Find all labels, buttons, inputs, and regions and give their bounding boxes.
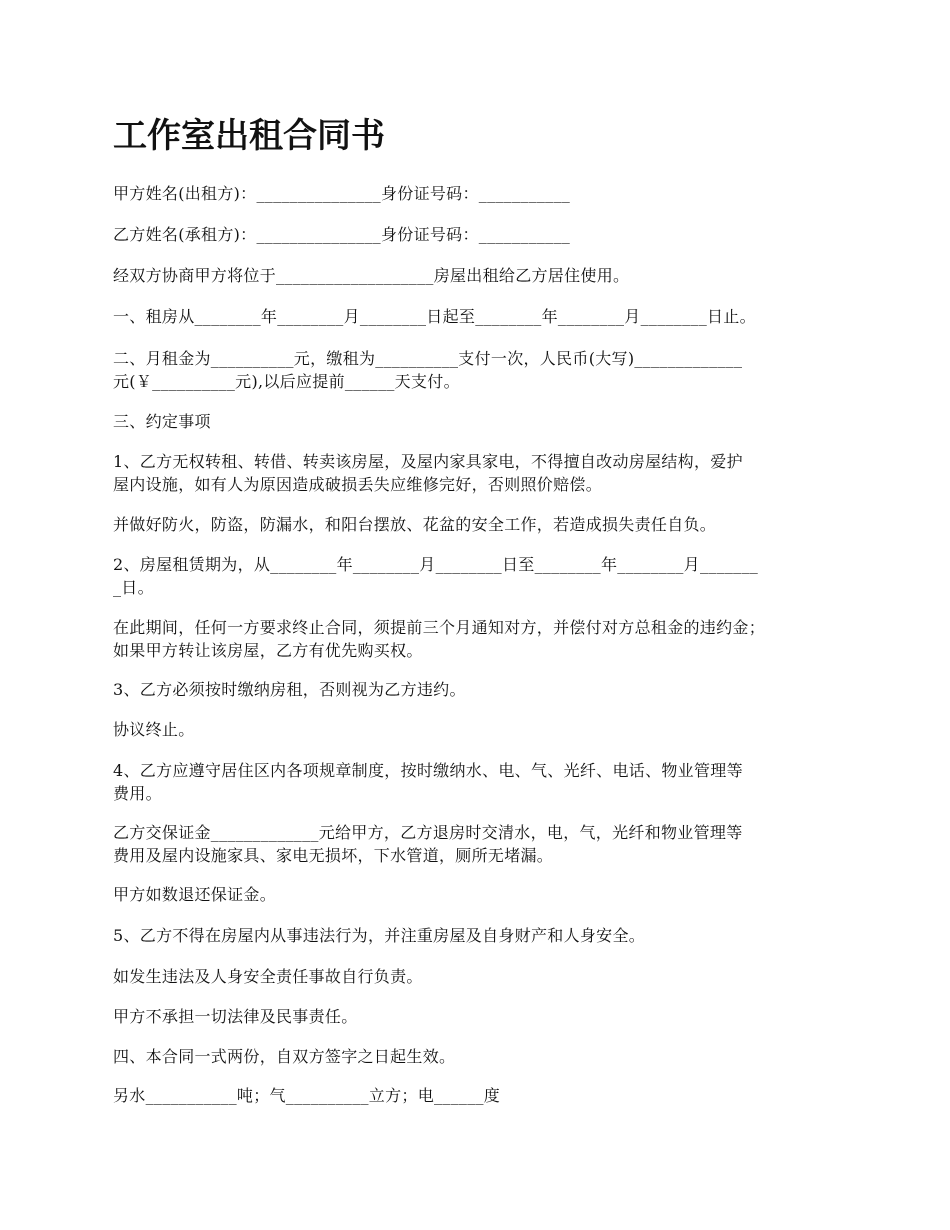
- paragraph-line: 在此期间，任何一方要求终止合同，须提前三个月通知对方，并偿付对方总租金的违约金；: [113, 618, 766, 637]
- party-a-line: [113, 182, 843, 205]
- paragraph-line: 三、约定事项: [113, 412, 211, 431]
- section-4-effective: [113, 1045, 843, 1068]
- paragraph-line: 如果甲方转让该房屋，乙方有优先购买权。: [113, 641, 423, 660]
- section-3-heading: [113, 410, 843, 433]
- party-b-line: [113, 223, 843, 246]
- clause-2-termination: [113, 616, 858, 662]
- clause-4-deposit: [113, 821, 843, 867]
- paragraph-line: 一、租房从________年________月________日起至________年________月________日止。: [113, 307, 756, 326]
- clause-5-disclaimer: [113, 1005, 843, 1028]
- paragraph-line: 另水___________吨；气__________立方；电______度: [113, 1086, 501, 1105]
- paragraph-line: 甲方不承担一切法律及民事责任。: [113, 1007, 358, 1026]
- clause-5-legal: [113, 924, 843, 947]
- paragraph-line: 经双方协商甲方将位于___________________房屋出租给乙方居住使用。: [113, 266, 630, 285]
- paragraph-line: 协议终止。: [113, 720, 195, 739]
- paragraph-line: 如发生违法及人身安全责任事故自行负责。: [113, 967, 423, 986]
- paragraph-line: 元(￥__________元),以后应提前______天支付。: [113, 372, 460, 391]
- paragraph-line: 乙方姓名(承租方)：_______________身份证号码：___________: [113, 225, 571, 244]
- section-2-rent: [113, 347, 843, 393]
- paragraph-line: 四、本合同一式两份，自双方签字之日起生效。: [113, 1047, 456, 1066]
- paragraph-line: 2、房屋租赁期为，从________年________月________日至________年________月_______: [113, 555, 759, 574]
- paragraph-line: 乙方交保证金_____________元给甲方，乙方退房时交清水，电，气，光纤和物业管理等: [113, 823, 743, 842]
- paragraph-line: 1、乙方无权转租、转借、转卖该房屋，及屋内家具家电，不得擅自改动房屋结构，爱护: [113, 452, 743, 471]
- clause-5-liability: [113, 965, 843, 988]
- clause-4-rules: [113, 759, 843, 805]
- paragraph-line: 甲方如数退还保证金。: [113, 885, 277, 904]
- paragraph-line: 二、月租金为__________元，缴租为__________支付一次，人民币(大写)_____________: [113, 349, 743, 368]
- clause-3-rent-payment: [113, 678, 843, 701]
- clause-3-termination: [113, 718, 843, 741]
- paragraph-line: 4、乙方应遵守居住区内各项规章制度，按时缴纳水、电、气、光纤、电话、物业管理等: [113, 761, 743, 780]
- clause-1-fire-safety: [113, 513, 843, 536]
- paragraph-line: 3、乙方必须按时缴纳房租，否则视为乙方违约。: [113, 680, 466, 699]
- premises-line: [113, 264, 843, 287]
- clause-2-lease-period: [113, 553, 843, 599]
- paragraph-line: _日。: [113, 578, 154, 597]
- clause-4-deposit-refund: [113, 883, 843, 906]
- paragraph-line: 费用。: [113, 784, 162, 803]
- paragraph-line: 并做好防火，防盗，防漏水，和阳台摆放、花盆的安全工作，若造成损失责任自负。: [113, 515, 717, 534]
- utilities-readings: [113, 1084, 843, 1107]
- document-title: 工作室出租合同书: [113, 116, 385, 156]
- section-1-term: [113, 305, 843, 328]
- paragraph-line: 费用及屋内设施家具、家电无损坏，下水管道，厕所无堵漏。: [113, 846, 554, 865]
- paragraph-line: 5、乙方不得在房屋内从事违法行为，并注重房屋及自身财产和人身安全。: [113, 926, 646, 945]
- paragraph-line: 甲方姓名(出租方)：_______________身份证号码：___________: [113, 184, 571, 203]
- paragraph-line: 屋内设施，如有人为原因造成破损丢失应维修完好，否则照价赔偿。: [113, 475, 603, 494]
- clause-1: [113, 450, 843, 496]
